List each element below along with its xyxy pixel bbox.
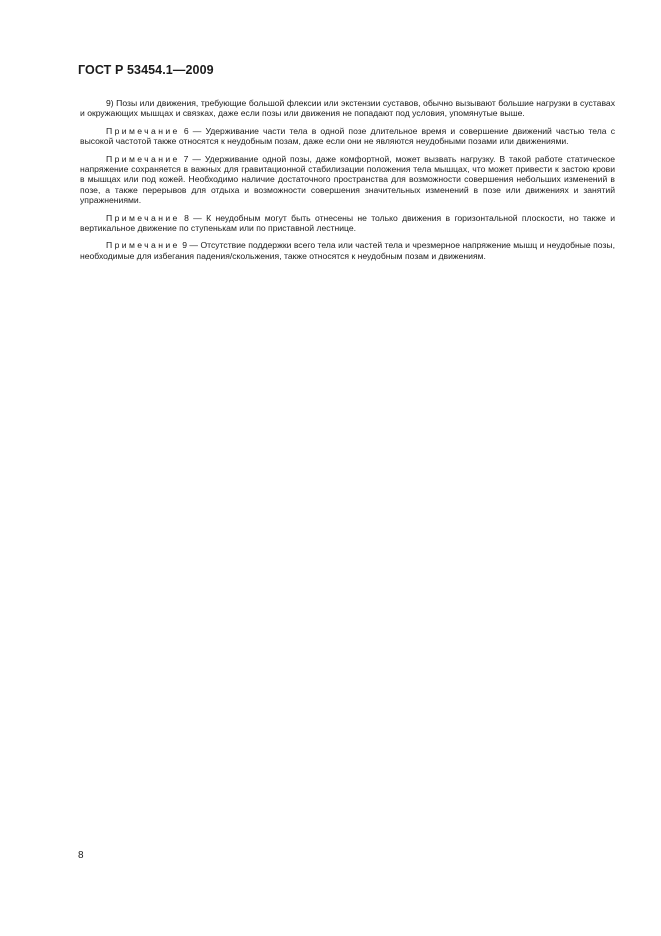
note-text: 7 — Удерживание одной позы, даже комфортной, может вызвать нагрузку. В такой работе статическое напряжение сохраняется в важных для гравитационной стабилизации положения тела мышцах, что может привести к застою крови в мышцах или под кожей. Необходимо наличие достаточного пространства для возможности совершения небольших изменений в позе, а также перерывов для отдыха и возможности совершения значительных изменений в позе или движениях и занятий упражнениями. [80, 153, 615, 206]
document-header: ГОСТ Р 53454.1—2009 [78, 63, 214, 77]
document-body [80, 98, 615, 268]
paragraph-text: 9) Позы или движения, требующие большой флексии или экстензии суставов, обычно вызывают большие нагрузки в суставах и окружающих мышцах и связках, даже если позы или движения не попадают под условия, упомянутые выше. [80, 98, 615, 119]
note-6 [80, 126, 615, 147]
note-label: Примечание [106, 153, 180, 164]
note-label: Примечание [106, 240, 180, 251]
note-7 [80, 154, 615, 206]
note-text: 9 — Отсутствие поддержки всего тела или частей тела и чрезмерное напряжение мышц и неудобные позы, необходимые для избегания падения/скольжения, также относятся к неудобным позам и движениям. [80, 240, 615, 261]
note-text: 6 — Удерживание части тела в одной позе длительное время и совершение движений частью тела с высокой частотой также относятся к неудобным позам, даже если они не являются неудобными позами или движениями. [80, 125, 615, 147]
paragraph-item-9 [80, 98, 615, 119]
page-number: 8 [78, 850, 84, 861]
note-9 [80, 240, 615, 261]
note-text: 8 — К неудобным могут быть отнесены не только движения в горизонтальной плоскости, но также и вертикальное движение по ступенькам или по приставной лестнице. [80, 212, 615, 234]
note-label: Примечание [106, 212, 180, 223]
note-8 [80, 213, 615, 234]
note-label: Примечание [106, 125, 180, 136]
